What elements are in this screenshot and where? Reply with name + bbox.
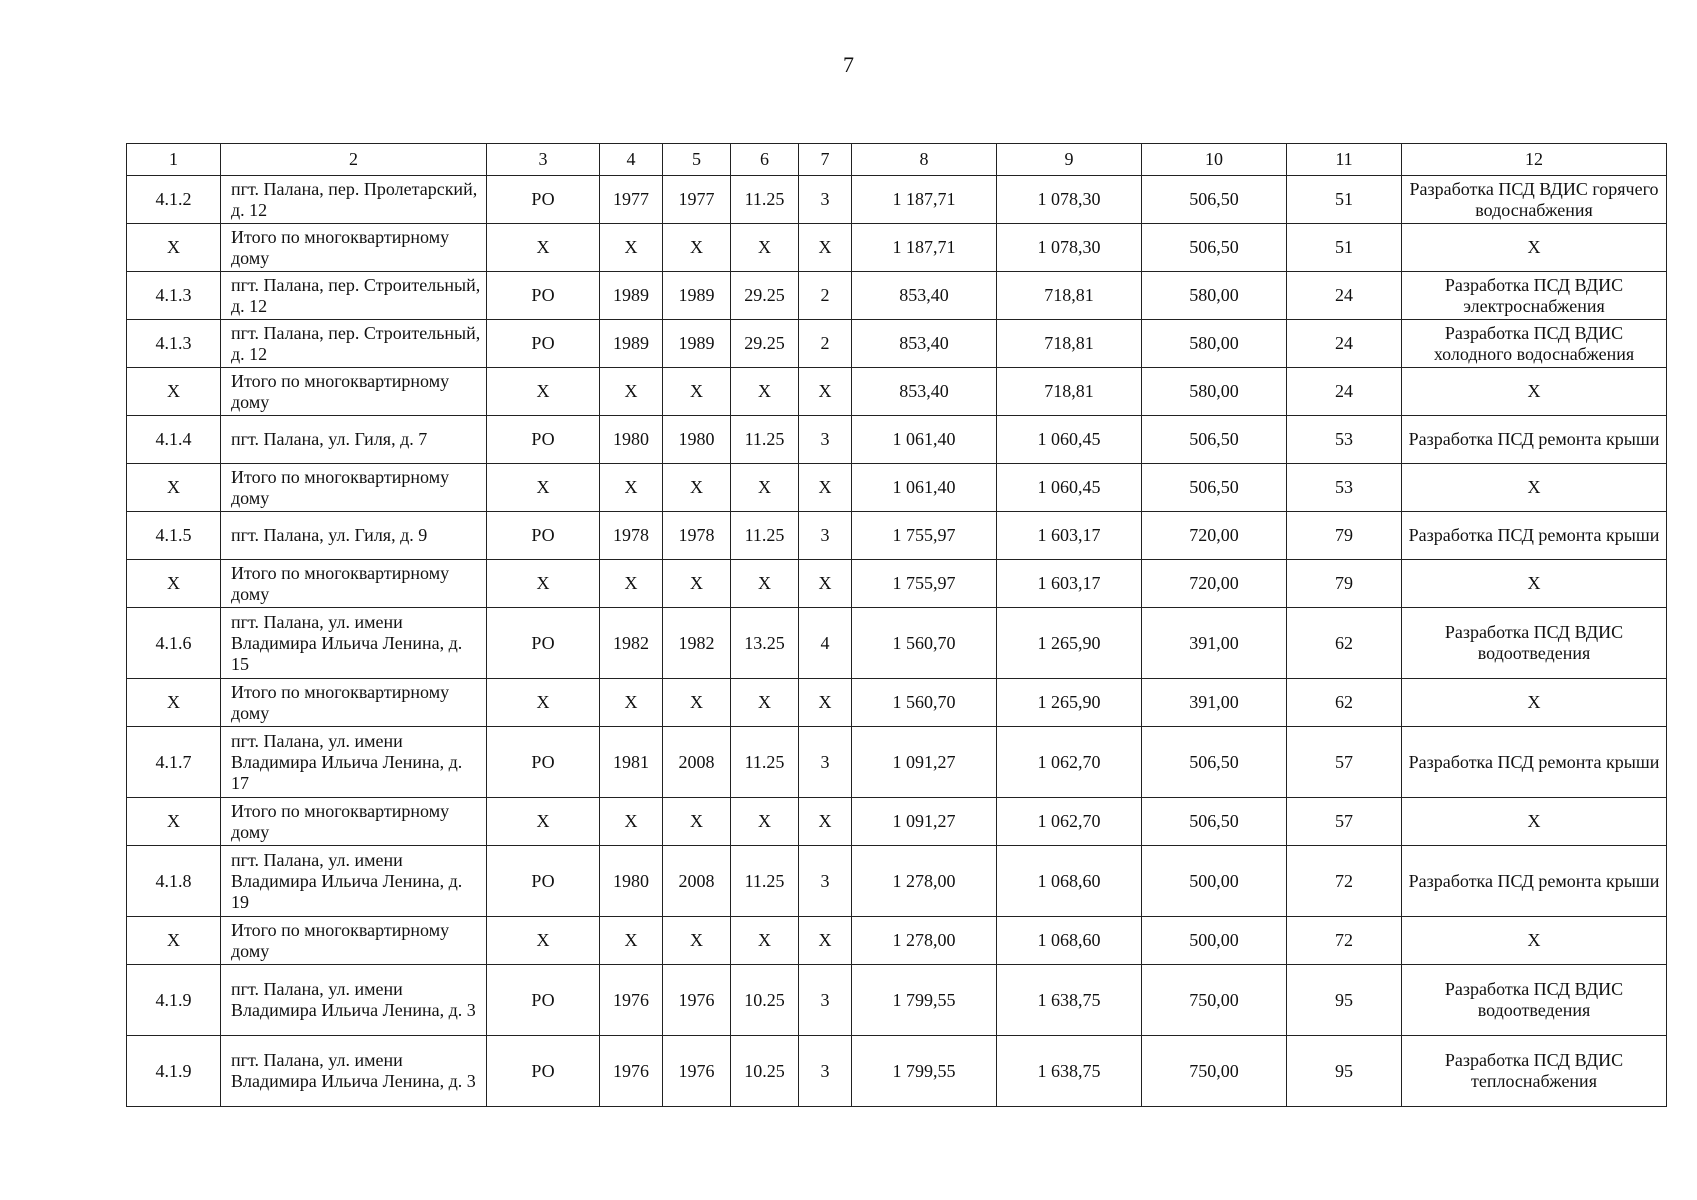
- cell-year-built: 1976: [600, 965, 663, 1036]
- cell-item-number: X: [127, 368, 221, 416]
- cell-owner-type: РО: [487, 727, 600, 798]
- cell-cost-per-unit: 506,50: [1142, 727, 1287, 798]
- cell-count: 72: [1287, 917, 1402, 965]
- cell-floors: X: [799, 560, 852, 608]
- cell-item-number: X: [127, 679, 221, 727]
- cell-address: Итого по многоквартирному дому: [221, 679, 487, 727]
- cell-cost-per-unit: 391,00: [1142, 679, 1287, 727]
- cell-cost-share: 1 603,17: [997, 512, 1142, 560]
- column-header-year-commissioned: 5: [663, 144, 731, 176]
- cell-count: 24: [1287, 368, 1402, 416]
- table-row: [127, 965, 1667, 1036]
- cell-floors: 3: [799, 727, 852, 798]
- cell-address: Итого по многоквартирному дому: [221, 224, 487, 272]
- column-header-owner-type: 3: [487, 144, 600, 176]
- cell-year-built: X: [600, 560, 663, 608]
- cell-owner-type: X: [487, 224, 600, 272]
- cell-cost-share: 1 062,70: [997, 798, 1142, 846]
- cell-cost-per-unit: 580,00: [1142, 272, 1287, 320]
- cell-year-commissioned: X: [663, 679, 731, 727]
- cell-year-commissioned: X: [663, 798, 731, 846]
- cell-cost-share: 1 603,17: [997, 560, 1142, 608]
- cell-item-number: 4.1.9: [127, 1036, 221, 1107]
- cell-year-built: 1980: [600, 846, 663, 917]
- cell-tariff: 29.25: [731, 320, 799, 368]
- cell-cost-total: 1 187,71: [852, 224, 997, 272]
- cell-tariff: 13.25: [731, 608, 799, 679]
- cell-work-type: Разработка ПСД ВДИС водоотведения: [1402, 608, 1667, 679]
- column-header-cost-per-unit: 10: [1142, 144, 1287, 176]
- cell-cost-total: 1 091,27: [852, 798, 997, 846]
- cell-item-number: 4.1.7: [127, 727, 221, 798]
- cell-item-number: X: [127, 798, 221, 846]
- cell-cost-per-unit: 506,50: [1142, 416, 1287, 464]
- cell-item-number: X: [127, 224, 221, 272]
- cell-floors: X: [799, 368, 852, 416]
- cell-item-number: 4.1.6: [127, 608, 221, 679]
- cell-cost-per-unit: 720,00: [1142, 512, 1287, 560]
- cell-year-built: X: [600, 679, 663, 727]
- cell-count: 79: [1287, 512, 1402, 560]
- cell-tariff: X: [731, 798, 799, 846]
- cell-floors: 3: [799, 176, 852, 224]
- cell-year-commissioned: 1977: [663, 176, 731, 224]
- cell-cost-per-unit: 500,00: [1142, 846, 1287, 917]
- cell-floors: 4: [799, 608, 852, 679]
- cell-cost-total: 1 560,70: [852, 608, 997, 679]
- cell-cost-total: 1 278,00: [852, 917, 997, 965]
- cell-year-built: X: [600, 368, 663, 416]
- cell-cost-share: 718,81: [997, 272, 1142, 320]
- cell-year-commissioned: X: [663, 368, 731, 416]
- cell-year-built: 1977: [600, 176, 663, 224]
- cell-count: 95: [1287, 1036, 1402, 1107]
- column-header-count: 11: [1287, 144, 1402, 176]
- cell-year-built: 1989: [600, 320, 663, 368]
- cell-cost-total: 1 187,71: [852, 176, 997, 224]
- cell-owner-type: РО: [487, 272, 600, 320]
- cell-address: Итого по многоквартирному дому: [221, 368, 487, 416]
- cell-work-type: Разработка ПСД ремонта крыши: [1402, 416, 1667, 464]
- cell-owner-type: РО: [487, 608, 600, 679]
- cell-cost-share: 1 638,75: [997, 965, 1142, 1036]
- table-row: [127, 679, 1667, 727]
- cell-year-built: 1976: [600, 1036, 663, 1107]
- cell-cost-share: 1 638,75: [997, 1036, 1142, 1107]
- cell-address: пгт. Палана, ул. имени Владимира Ильича Ленина, д. 3: [221, 1036, 487, 1107]
- cell-floors: X: [799, 917, 852, 965]
- cell-cost-total: 1 061,40: [852, 464, 997, 512]
- cell-count: 72: [1287, 846, 1402, 917]
- cell-count: 24: [1287, 272, 1402, 320]
- cell-item-number: 4.1.3: [127, 320, 221, 368]
- cell-cost-total: 853,40: [852, 320, 997, 368]
- cell-owner-type: РО: [487, 512, 600, 560]
- cell-year-commissioned: X: [663, 224, 731, 272]
- cell-owner-type: X: [487, 798, 600, 846]
- header-row: [127, 144, 1667, 176]
- cell-address: пгт. Палана, пер. Строительный, д. 12: [221, 272, 487, 320]
- cell-work-type: Разработка ПСД ремонта крыши: [1402, 846, 1667, 917]
- cell-year-commissioned: 2008: [663, 846, 731, 917]
- cell-count: 57: [1287, 798, 1402, 846]
- cell-item-number: 4.1.3: [127, 272, 221, 320]
- cell-address: пгт. Палана, ул. Гиля, д. 7: [221, 416, 487, 464]
- cell-item-number: 4.1.8: [127, 846, 221, 917]
- cell-owner-type: РО: [487, 1036, 600, 1107]
- cell-year-commissioned: 1976: [663, 965, 731, 1036]
- cell-year-built: X: [600, 464, 663, 512]
- cell-year-built: 1989: [600, 272, 663, 320]
- cell-year-commissioned: 1989: [663, 272, 731, 320]
- cell-cost-share: 1 060,45: [997, 464, 1142, 512]
- column-header-address: 2: [221, 144, 487, 176]
- cell-cost-share: 1 265,90: [997, 608, 1142, 679]
- table-row: [127, 464, 1667, 512]
- cell-tariff: 29.25: [731, 272, 799, 320]
- table-body: [127, 144, 1667, 1107]
- cell-address: пгт. Палана, ул. имени Владимира Ильича Ленина, д. 15: [221, 608, 487, 679]
- cell-address: пгт. Палана, ул. имени Владимира Ильича Ленина, д. 19: [221, 846, 487, 917]
- cell-cost-total: 1 560,70: [852, 679, 997, 727]
- cell-year-built: X: [600, 798, 663, 846]
- cell-tariff: X: [731, 224, 799, 272]
- cell-floors: 2: [799, 272, 852, 320]
- cell-tariff: 11.25: [731, 512, 799, 560]
- cell-tariff: X: [731, 917, 799, 965]
- cell-tariff: 10.25: [731, 1036, 799, 1107]
- cell-count: 53: [1287, 464, 1402, 512]
- cell-cost-share: 1 062,70: [997, 727, 1142, 798]
- column-header-item-number: 1: [127, 144, 221, 176]
- column-header-tariff: 6: [731, 144, 799, 176]
- table-row: [127, 798, 1667, 846]
- cell-item-number: 4.1.9: [127, 965, 221, 1036]
- page-number: 7: [843, 52, 854, 77]
- cell-address: пгт. Палана, ул. имени Владимира Ильича Ленина, д. 17: [221, 727, 487, 798]
- cell-item-number: 4.1.4: [127, 416, 221, 464]
- cell-year-built: X: [600, 917, 663, 965]
- table-row: [127, 416, 1667, 464]
- table-row: [127, 176, 1667, 224]
- cell-count: 51: [1287, 224, 1402, 272]
- table-row: [127, 727, 1667, 798]
- cell-owner-type: X: [487, 464, 600, 512]
- cell-tariff: 11.25: [731, 416, 799, 464]
- cell-item-number: 4.1.2: [127, 176, 221, 224]
- cell-cost-per-unit: 750,00: [1142, 965, 1287, 1036]
- cell-item-number: 4.1.5: [127, 512, 221, 560]
- cell-tariff: 11.25: [731, 846, 799, 917]
- cell-tariff: 10.25: [731, 965, 799, 1036]
- cell-work-type: Разработка ПСД ВДИС холодного водоснабжения: [1402, 320, 1667, 368]
- cell-cost-total: 1 061,40: [852, 416, 997, 464]
- cell-year-commissioned: 1989: [663, 320, 731, 368]
- cell-work-type: Разработка ПСД ремонта крыши: [1402, 512, 1667, 560]
- repair-program-table: [126, 143, 1667, 1107]
- column-header-cost-total: 8: [852, 144, 997, 176]
- cell-owner-type: РО: [487, 965, 600, 1036]
- cell-cost-per-unit: 506,50: [1142, 176, 1287, 224]
- cell-year-built: X: [600, 224, 663, 272]
- cell-work-type: X: [1402, 679, 1667, 727]
- cell-cost-share: 718,81: [997, 320, 1142, 368]
- table-row: [127, 560, 1667, 608]
- cell-item-number: X: [127, 464, 221, 512]
- cell-count: 53: [1287, 416, 1402, 464]
- cell-cost-total: 1 755,97: [852, 560, 997, 608]
- cell-owner-type: РО: [487, 416, 600, 464]
- cell-work-type: Разработка ПСД ВДИС электроснабжения: [1402, 272, 1667, 320]
- cell-count: 57: [1287, 727, 1402, 798]
- cell-address: Итого по многоквартирному дому: [221, 560, 487, 608]
- cell-item-number: X: [127, 917, 221, 965]
- cell-owner-type: X: [487, 560, 600, 608]
- cell-owner-type: X: [487, 368, 600, 416]
- cell-work-type: X: [1402, 464, 1667, 512]
- cell-floors: X: [799, 798, 852, 846]
- cell-year-built: 1981: [600, 727, 663, 798]
- cell-cost-per-unit: 506,50: [1142, 224, 1287, 272]
- cell-floors: 3: [799, 512, 852, 560]
- cell-floors: 3: [799, 965, 852, 1036]
- cell-work-type: X: [1402, 224, 1667, 272]
- cell-year-commissioned: 1982: [663, 608, 731, 679]
- cell-tariff: X: [731, 368, 799, 416]
- cell-cost-per-unit: 506,50: [1142, 798, 1287, 846]
- cell-cost-share: 1 078,30: [997, 224, 1142, 272]
- cell-year-commissioned: 1976: [663, 1036, 731, 1107]
- cell-count: 62: [1287, 608, 1402, 679]
- cell-work-type: X: [1402, 917, 1667, 965]
- cell-address: Итого по многоквартирному дому: [221, 798, 487, 846]
- cell-count: 51: [1287, 176, 1402, 224]
- cell-work-type: Разработка ПСД ремонта крыши: [1402, 727, 1667, 798]
- cell-owner-type: X: [487, 679, 600, 727]
- cell-cost-total: 1 278,00: [852, 846, 997, 917]
- cell-year-commissioned: 2008: [663, 727, 731, 798]
- cell-cost-total: 853,40: [852, 368, 997, 416]
- cell-year-commissioned: X: [663, 464, 731, 512]
- cell-floors: 3: [799, 416, 852, 464]
- table-row: [127, 846, 1667, 917]
- cell-floors: X: [799, 224, 852, 272]
- table-row: [127, 608, 1667, 679]
- cell-owner-type: X: [487, 917, 600, 965]
- cell-address: Итого по многоквартирному дому: [221, 917, 487, 965]
- table-row: [127, 272, 1667, 320]
- cell-cost-per-unit: 580,00: [1142, 320, 1287, 368]
- cell-cost-per-unit: 580,00: [1142, 368, 1287, 416]
- cell-cost-per-unit: 506,50: [1142, 464, 1287, 512]
- cell-owner-type: РО: [487, 176, 600, 224]
- cell-year-built: 1982: [600, 608, 663, 679]
- cell-year-commissioned: X: [663, 917, 731, 965]
- cell-cost-total: 1 799,55: [852, 965, 997, 1036]
- cell-tariff: X: [731, 464, 799, 512]
- cell-work-type: Разработка ПСД ВДИС водоотведения: [1402, 965, 1667, 1036]
- column-header-cost-share: 9: [997, 144, 1142, 176]
- cell-floors: 3: [799, 1036, 852, 1107]
- table-row: [127, 512, 1667, 560]
- cell-address: пгт. Палана, ул. Гиля, д. 9: [221, 512, 487, 560]
- cell-year-built: 1978: [600, 512, 663, 560]
- table-row: [127, 368, 1667, 416]
- cell-cost-per-unit: 391,00: [1142, 608, 1287, 679]
- cell-count: 79: [1287, 560, 1402, 608]
- cell-cost-share: 1 060,45: [997, 416, 1142, 464]
- column-header-work-type: 12: [1402, 144, 1667, 176]
- cell-cost-per-unit: 750,00: [1142, 1036, 1287, 1107]
- column-header-floors: 7: [799, 144, 852, 176]
- cell-cost-per-unit: 720,00: [1142, 560, 1287, 608]
- cell-owner-type: РО: [487, 846, 600, 917]
- cell-cost-total: 1 799,55: [852, 1036, 997, 1107]
- cell-work-type: X: [1402, 798, 1667, 846]
- cell-cost-share: 1 068,60: [997, 846, 1142, 917]
- cell-address: Итого по многоквартирному дому: [221, 464, 487, 512]
- cell-cost-total: 853,40: [852, 272, 997, 320]
- cell-count: 95: [1287, 965, 1402, 1036]
- cell-item-number: X: [127, 560, 221, 608]
- cell-year-built: 1980: [600, 416, 663, 464]
- cell-address: пгт. Палана, пер. Пролетарский, д. 12: [221, 176, 487, 224]
- cell-cost-share: 1 078,30: [997, 176, 1142, 224]
- cell-floors: X: [799, 464, 852, 512]
- cell-year-commissioned: 1980: [663, 416, 731, 464]
- table-row: [127, 224, 1667, 272]
- cell-count: 24: [1287, 320, 1402, 368]
- cell-owner-type: РО: [487, 320, 600, 368]
- cell-floors: 2: [799, 320, 852, 368]
- cell-work-type: X: [1402, 368, 1667, 416]
- cell-tariff: X: [731, 560, 799, 608]
- cell-cost-share: 1 068,60: [997, 917, 1142, 965]
- cell-tariff: 11.25: [731, 176, 799, 224]
- cell-year-commissioned: 1978: [663, 512, 731, 560]
- cell-tariff: 11.25: [731, 727, 799, 798]
- table-row: [127, 1036, 1667, 1107]
- cell-floors: X: [799, 679, 852, 727]
- cell-cost-share: 1 265,90: [997, 679, 1142, 727]
- table-row: [127, 320, 1667, 368]
- cell-address: пгт. Палана, пер. Строительный, д. 12: [221, 320, 487, 368]
- cell-work-type: Разработка ПСД ВДИС теплоснабжения: [1402, 1036, 1667, 1107]
- column-header-year-built: 4: [600, 144, 663, 176]
- cell-work-type: Разработка ПСД ВДИС горячего водоснабжения: [1402, 176, 1667, 224]
- cell-floors: 3: [799, 846, 852, 917]
- table-row: [127, 917, 1667, 965]
- cell-cost-total: 1 755,97: [852, 512, 997, 560]
- cell-year-commissioned: X: [663, 560, 731, 608]
- cell-work-type: X: [1402, 560, 1667, 608]
- cell-count: 62: [1287, 679, 1402, 727]
- cell-cost-per-unit: 500,00: [1142, 917, 1287, 965]
- cell-cost-total: 1 091,27: [852, 727, 997, 798]
- cell-address: пгт. Палана, ул. имени Владимира Ильича Ленина, д. 3: [221, 965, 487, 1036]
- cell-tariff: X: [731, 679, 799, 727]
- cell-cost-share: 718,81: [997, 368, 1142, 416]
